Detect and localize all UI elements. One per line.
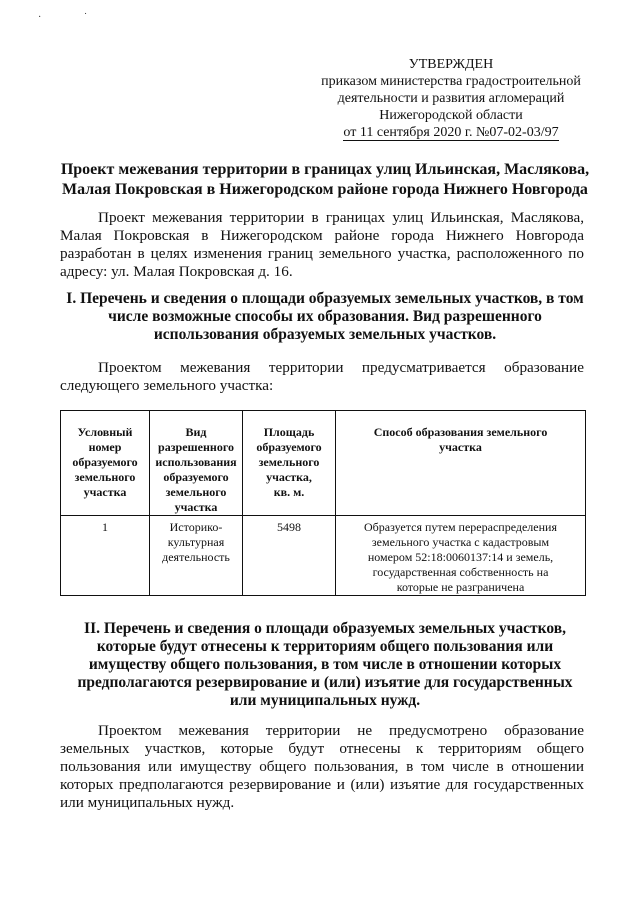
- approval-stamp: [316, 56, 586, 141]
- header-line: образуемого: [163, 470, 229, 484]
- section-2-heading-line-1: II. Перечень и сведения о площади образуемых земельных участков,: [84, 620, 566, 637]
- header-line: участка: [439, 440, 482, 454]
- header-line: разрешенного: [158, 440, 234, 454]
- approval-line-3: Нижегородской области: [379, 108, 523, 123]
- header-line: Площадь: [263, 425, 315, 439]
- header-line: использования: [155, 455, 237, 469]
- section-1-heading-line-1: I. Перечень и сведения о площади образуемых земельных участков, в том: [66, 290, 584, 307]
- approval-date-number: от 11 сентября 2020 г. №07-02-03/97: [343, 125, 559, 140]
- header-permitted-use: [150, 411, 243, 516]
- header-line: участка,: [266, 470, 312, 484]
- table-row: [61, 516, 586, 596]
- header-line: участка: [174, 500, 218, 514]
- land-plots-table: [60, 410, 586, 596]
- header-line: образуемого: [72, 455, 138, 469]
- header-line: земельного: [258, 455, 320, 469]
- cell-line: культурная: [167, 535, 225, 549]
- header-line: Вид: [185, 425, 207, 439]
- header-line: Условный: [77, 425, 133, 439]
- section-2-heading: [60, 620, 590, 710]
- header-line: земельного: [165, 485, 227, 499]
- header-line: земельного: [74, 470, 136, 484]
- cell-line: деятельность: [162, 550, 230, 564]
- scan-marks: · ˙: [38, 12, 108, 23]
- cell-area: 5498: [243, 516, 336, 596]
- cell-formation-method: [336, 516, 586, 596]
- document-title: [60, 160, 590, 200]
- cell-plot-number: 1: [61, 516, 150, 596]
- document-title-line-1: Проект межевания территории в границах улиц Ильинская, Маслякова,: [60, 161, 590, 178]
- section-2-heading-line-5: или муниципальных нужд.: [229, 692, 421, 709]
- cell-permitted-use: [150, 516, 243, 596]
- section-2-heading-line-2: которые будут отнесены к территориям общего пользования или: [96, 638, 554, 655]
- document-title-line-2: Малая Покровская в Нижегородском районе города Нижнего Новгорода: [62, 181, 588, 198]
- section-1-heading-line-2: числе возможные способы их образования. Вид разрешенного: [108, 308, 542, 325]
- header-line: участка: [83, 485, 127, 499]
- cell-line: Образуется путем перераспределения: [363, 520, 557, 534]
- approval-line-1: приказом министерства градостроительной: [321, 74, 581, 89]
- header-line: Способ образования земельного: [373, 425, 548, 439]
- header-plot-number: [61, 411, 150, 516]
- table-header-row: [61, 411, 586, 516]
- section-2-heading-line-3: имуществу общего пользования, в том числе в отношении которых: [88, 656, 562, 673]
- section-2-heading-line-4: предполагаются резервирование и (или) изъятие для государственных: [77, 674, 573, 691]
- intro-paragraph: Проект межевания территории в границах улиц Ильинская, Маслякова, Малая Покровская в Нижегородском районе города Нижнего Новгорода разработан в целях изменения границ земельного участка, расположенного по адресу: ул. Малая Покровская д. 16.: [60, 209, 584, 280]
- approval-title: УТВЕРЖДЕН: [408, 57, 494, 72]
- header-line: образуемого: [256, 440, 322, 454]
- section-1-heading: [60, 290, 590, 344]
- approval-line-2: деятельности и развития агломераций: [337, 91, 565, 106]
- cell-line: Историко-: [169, 520, 223, 534]
- cell-line: номером 52:18:0060137:14 и земель,: [367, 550, 554, 564]
- cell-line: которые не разграничена: [396, 580, 525, 594]
- cell-line: земельного участка с кадастровым: [371, 535, 550, 549]
- header-line: кв. м.: [273, 485, 305, 499]
- cell-line: государственная собственность на: [372, 565, 549, 579]
- header-line: номер: [88, 440, 122, 454]
- section-1-heading-line-3: использования образуемых земельных участков.: [153, 326, 497, 343]
- header-area: [243, 411, 336, 516]
- section-2-paragraph: Проектом межевания территории не предусмотрено образование земельных участков, которые будут отнесены к территориям общего пользования или имуществу общего пользования, в том числе в отношении которых предполагаются резервирование и (или) изъятие для государственных или муниципальных нужд.: [60, 722, 584, 811]
- header-formation-method: [336, 411, 586, 516]
- section-1-paragraph: Проектом межевания территории предусматривается образование следующего земельного участка:: [60, 359, 584, 394]
